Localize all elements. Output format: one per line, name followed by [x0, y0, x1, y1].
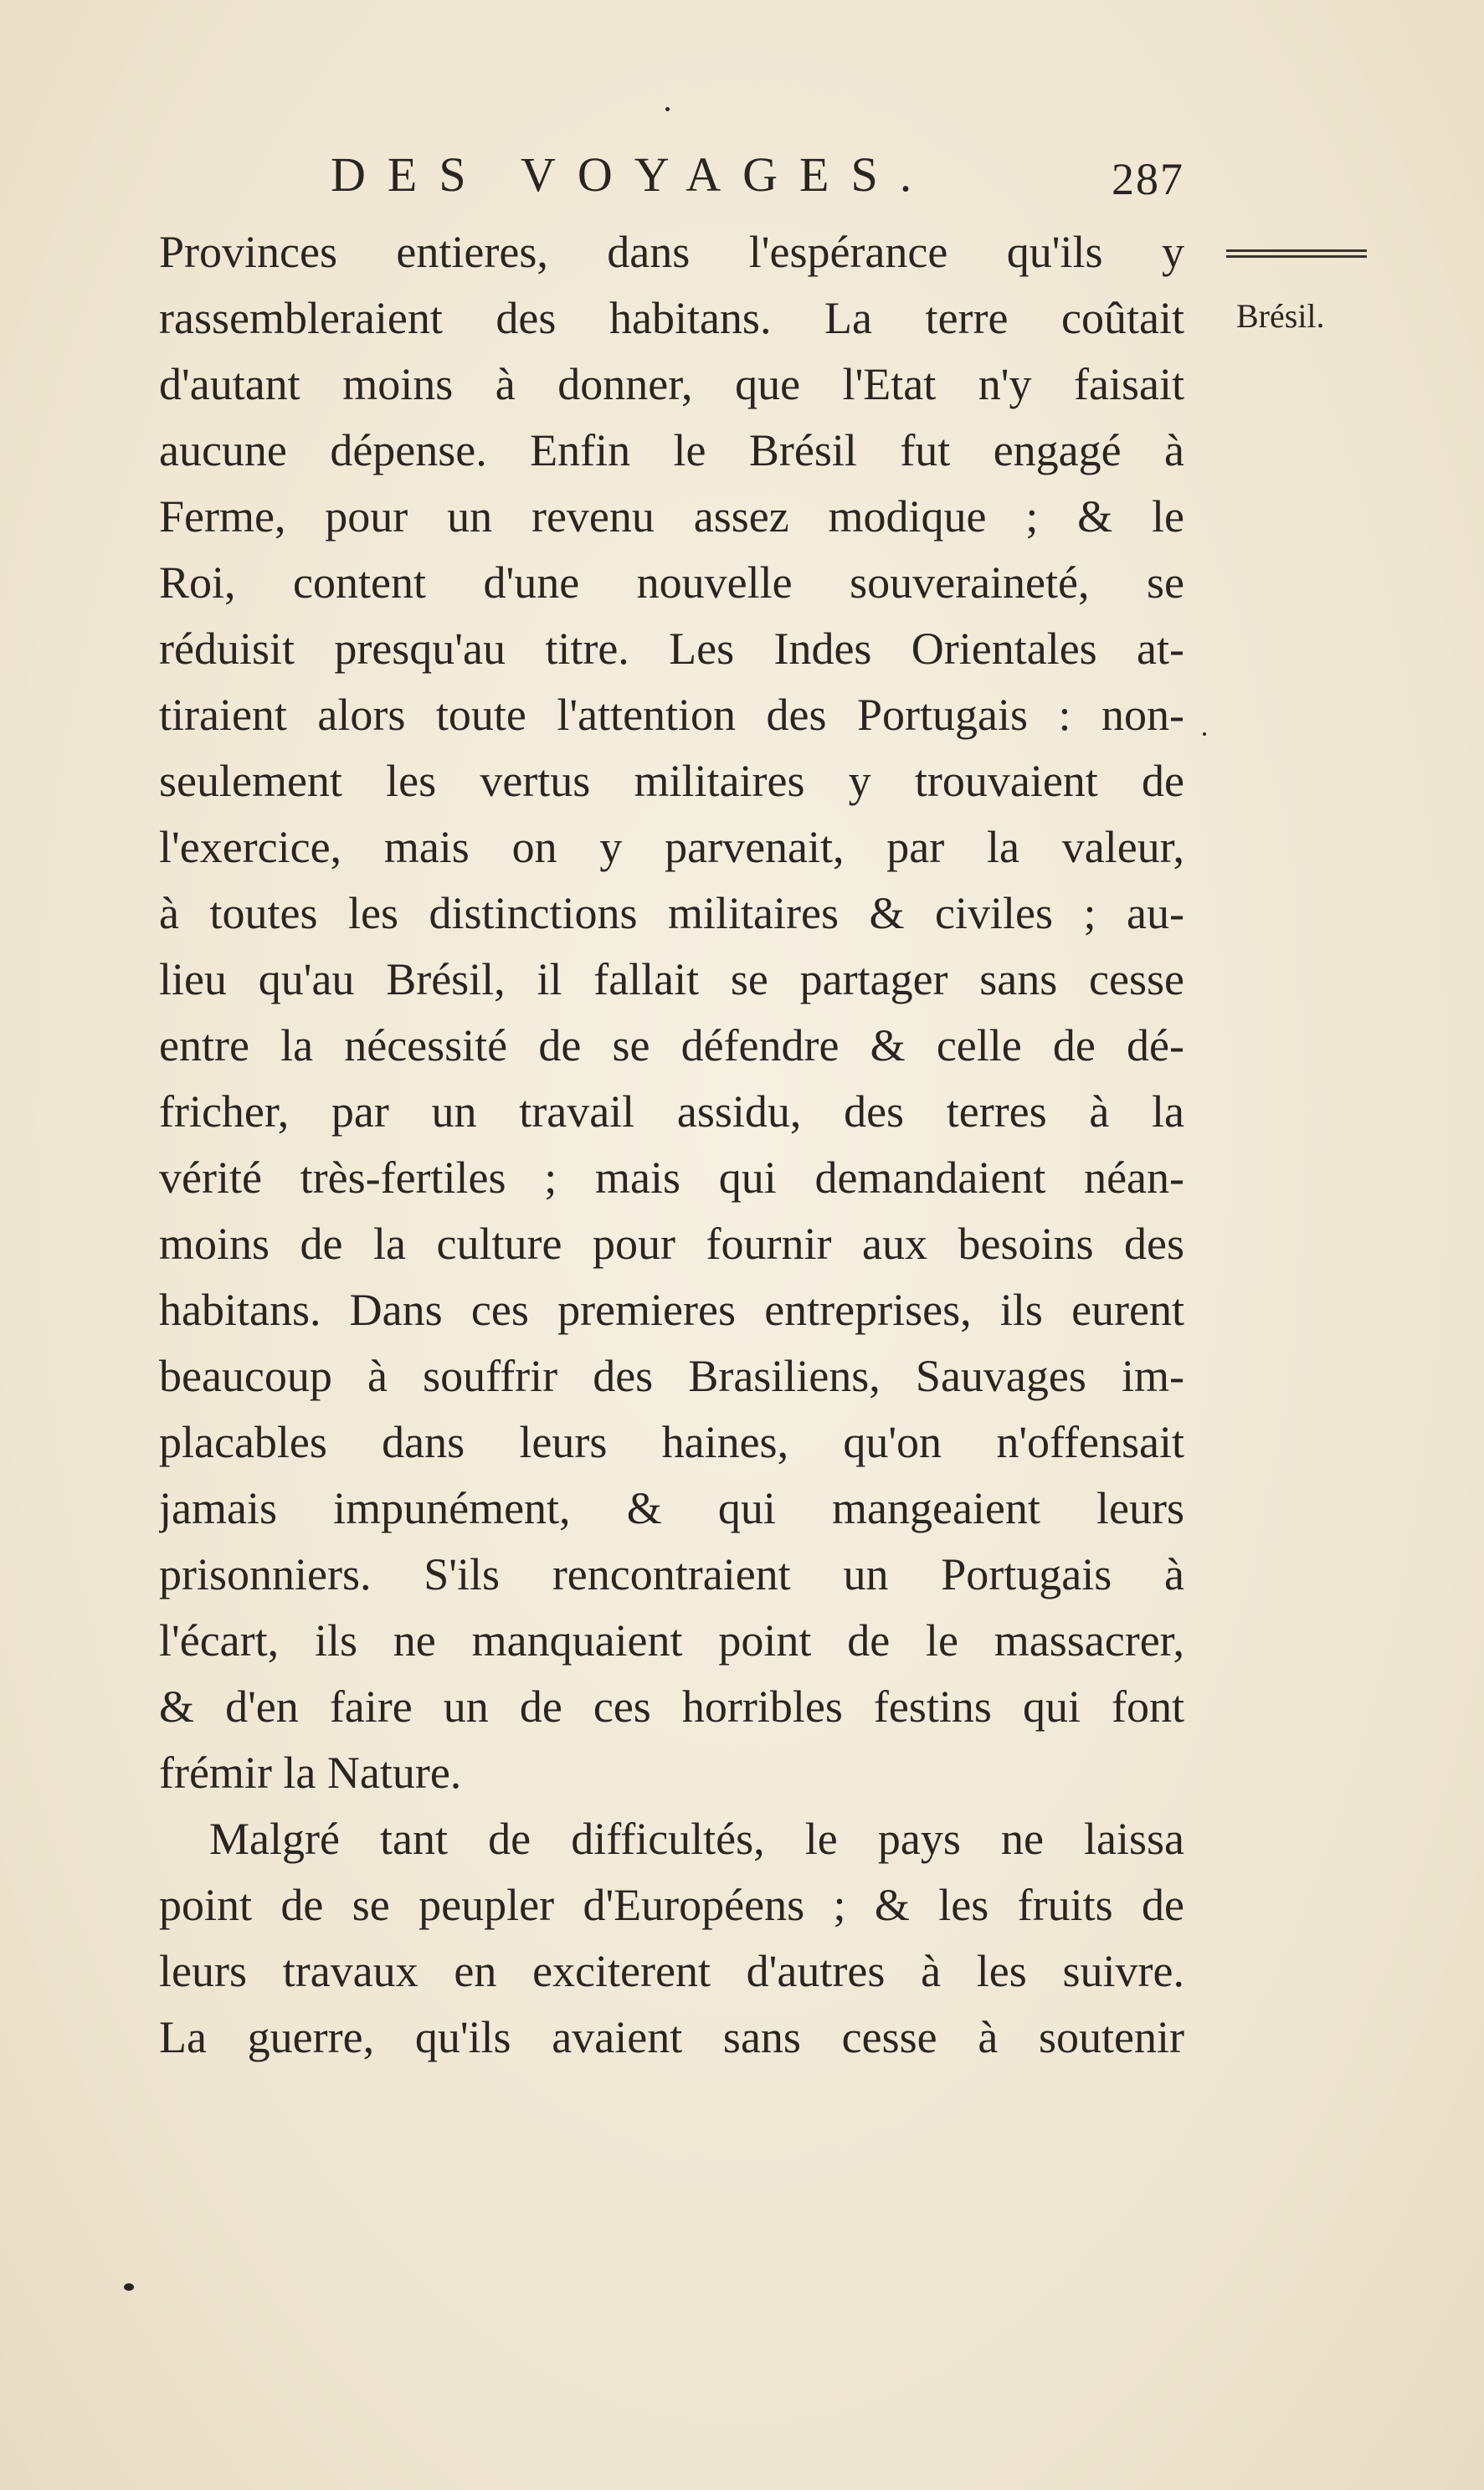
text-line: beaucoup à souffrir des Brasiliens, Sauvages im- — [159, 1351, 1184, 1401]
text-line: à toutes les distinctions militaires & civiles ; au- — [159, 888, 1184, 938]
paper-speck — [665, 107, 670, 111]
text-line: moins de la culture pour fournir aux besoins des — [159, 1219, 1184, 1269]
text-line: habitans. Dans ces premieres entreprises, ils eurent — [159, 1285, 1184, 1335]
text-line: tiraient alors toute l'attention des Portugais : non- — [159, 690, 1184, 740]
text-line: prisonniers. S'ils rencontraient un Portugais à — [159, 1549, 1184, 1599]
paper-speck — [124, 2283, 134, 2291]
text-line: La guerre, qu'ils avaient sans cesse à soutenir — [159, 2012, 1184, 2062]
text-line: d'autant moins à donner, que l'Etat n'y faisait — [159, 359, 1184, 409]
text-line: leurs travaux en exciterent d'autres à les suivre. — [159, 1946, 1184, 1996]
paper-speck — [1203, 732, 1206, 736]
text-line: seulement les vertus militaires y trouvaient de — [159, 756, 1184, 806]
text-line: point de se peupler d'Européens ; & les fruits de — [159, 1880, 1184, 1930]
text-line: frémir la Nature. — [159, 1748, 462, 1798]
text-line: vérité très-fertiles ; mais qui demandaient néan- — [159, 1153, 1184, 1203]
text-line: Malgré tant de difficultés, le pays ne laissa — [209, 1814, 1184, 1864]
text-line: lieu qu'au Brésil, il fallait se partager sans cesse — [159, 954, 1184, 1004]
text-line: l'écart, ils ne manquaient point de le massacrer, — [159, 1615, 1184, 1666]
page-number: 287 — [1112, 154, 1184, 204]
text-line: Roi, content d'une nouvelle souveraineté, se — [159, 557, 1184, 608]
running-head — [331, 138, 1184, 213]
running-title: DES VOYAGES. — [331, 147, 934, 202]
text-line: jamais impunément, & qui mangeaient leurs — [159, 1483, 1184, 1533]
text-line: Ferme, pour un revenu assez modique ; & le — [159, 491, 1184, 542]
text-line: l'exercice, mais on y parvenait, par la valeur, — [159, 822, 1184, 872]
text-line: réduisit presqu'au titre. Les Indes Orientales at- — [159, 624, 1184, 674]
text-line: & d'en faire un de ces horribles festins qui font — [159, 1681, 1184, 1732]
margin-label: Brésil. — [1236, 297, 1325, 335]
text-line: placables dans leurs haines, qu'on n'offensait — [159, 1417, 1184, 1467]
margin-rule — [1226, 249, 1367, 258]
body-text — [159, 219, 1184, 2071]
text-line: entre la nécessité de se défendre & celle de dé- — [159, 1020, 1184, 1070]
text-line: fricher, par un travail assidu, des terres à la — [159, 1086, 1184, 1137]
text-line: Provinces entieres, dans l'espérance qu'ils y — [159, 227, 1184, 277]
text-line: aucune dépense. Enfin le Brésil fut engagé à — [159, 425, 1184, 475]
text-line: rassembleraient des habitans. La terre coûtait — [159, 293, 1184, 343]
